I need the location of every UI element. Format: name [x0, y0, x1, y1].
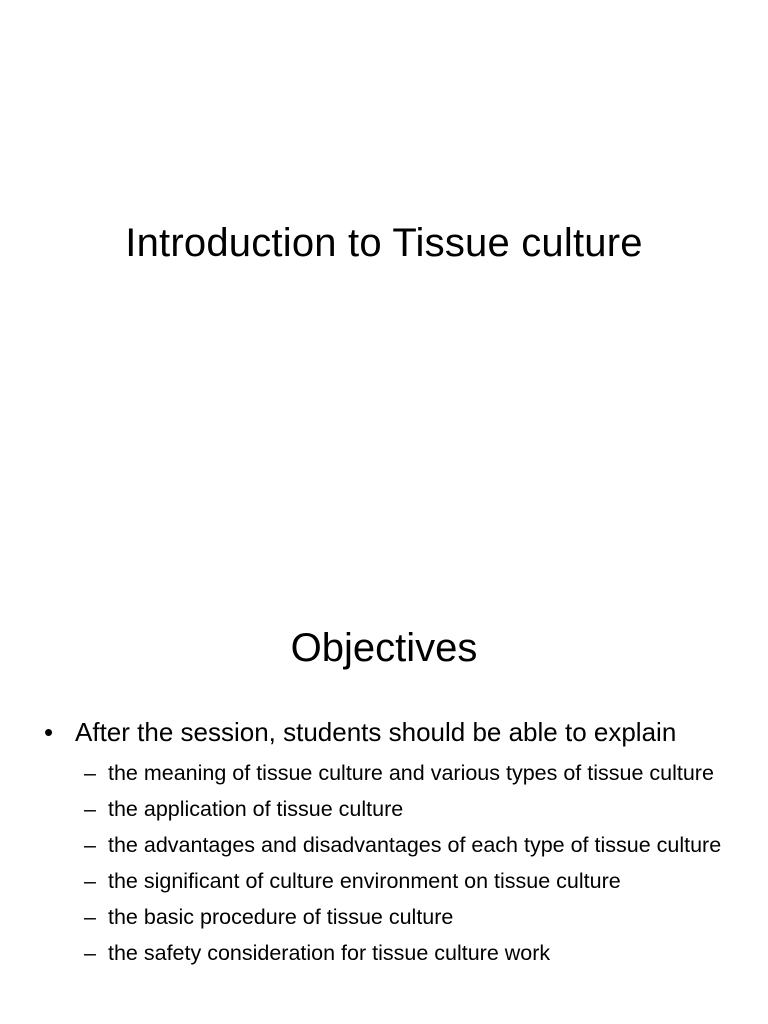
- dash-marker: –: [84, 761, 96, 785]
- sub-bullet-item: [84, 938, 724, 968]
- sub-bullet-item: [84, 866, 724, 896]
- slide-title: Introduction to Tissue culture: [125, 221, 643, 265]
- objectives-sublist: [84, 758, 724, 974]
- dash-marker: –: [84, 941, 96, 965]
- sub-bullet-text: the meaning of tissue culture and various types of tissue culture: [108, 761, 714, 785]
- dash-marker: –: [84, 905, 96, 929]
- sub-bullet-text: the application of tissue culture: [108, 797, 404, 821]
- slide-2: [0, 576, 768, 1024]
- sub-bullet-item: [84, 902, 724, 932]
- dash-marker: –: [84, 833, 96, 857]
- dash-marker: –: [84, 797, 96, 821]
- sub-bullet-text: the basic procedure of tissue culture: [108, 905, 454, 929]
- bullet-text: After the session, students should be able to explain: [75, 717, 677, 747]
- slide-title-objectives: Objectives: [290, 626, 478, 670]
- bullet-item: [44, 715, 744, 749]
- dash-marker: –: [84, 869, 96, 893]
- sub-bullet-item: [84, 794, 724, 824]
- bullet-marker: •: [44, 717, 54, 747]
- sub-bullet-text: the safety consideration for tissue culture work: [108, 941, 551, 965]
- sub-bullet-item: [84, 830, 724, 860]
- sub-bullet-item: [84, 758, 724, 788]
- sub-bullet-text: the significant of culture environment on tissue culture: [108, 869, 621, 893]
- sub-bullet-text: the advantages and disadvantages of each type of tissue culture: [108, 833, 722, 857]
